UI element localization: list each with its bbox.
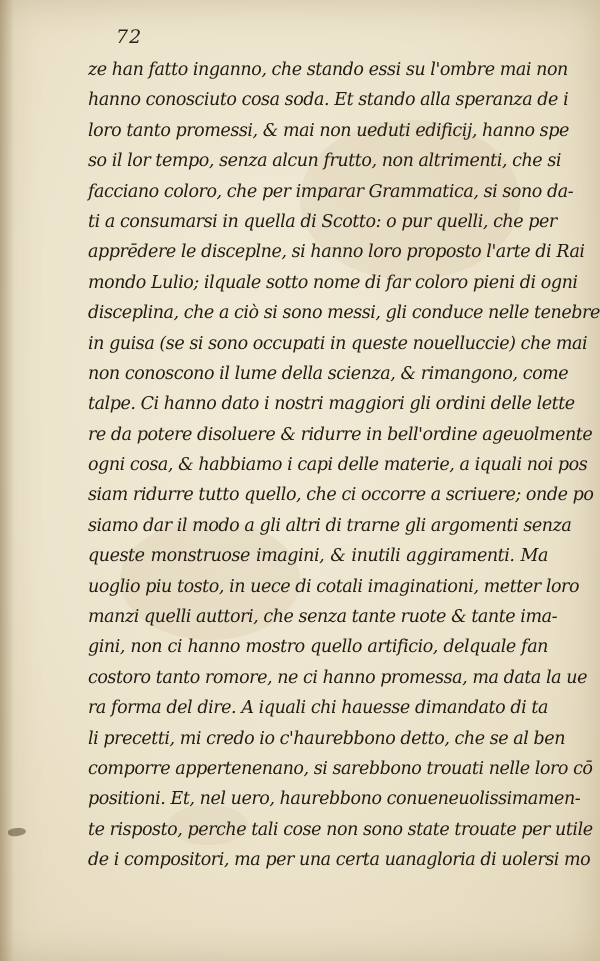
ink-spot	[8, 827, 27, 837]
text-line: siam ridurre tutto quello, che ci occorre a scriuere; onde po	[88, 485, 594, 506]
text-line: non conoscono il lume della scienza, & rimangono, come	[88, 363, 569, 384]
text-line: apprēdere le disceplne, si hanno loro proposto l'arte di Rai	[88, 242, 585, 263]
text-line: manzi quelli auttori, che senza tante ruote & tante ima-	[88, 607, 558, 628]
page-number: 72	[116, 26, 143, 48]
text-line: te risposto, perche tali cose non sono state trouate per utile	[88, 819, 593, 840]
text-line: mondo Lulio; ilquale sotto nome di far coloro pieni di ogni	[88, 272, 578, 293]
text-line: re da potere disoluere & ridurre in bell'ordine ageuolmente	[88, 424, 593, 445]
text-line: de i compositori, ma per una certa uanagloria di uolersi mo	[88, 850, 591, 871]
text-line: talpe. Ci hanno dato i nostri maggiori gli ordini delle lette	[88, 394, 575, 415]
text-line: disceplina, che a ciò si sono messi, gli conduce nelle tenebre	[88, 303, 600, 324]
page-gutter-shadow	[0, 0, 14, 961]
text-line: uoglio piu tosto, in uece di cotali imaginationi, metter loro	[88, 576, 580, 597]
text-line: positioni. Et, nel uero, haurebbono conueneuolissimamen-	[88, 789, 581, 810]
text-line: li precetti, mi credo io c'haurebbono detto, che se al ben	[88, 728, 566, 749]
text-line: queste monstruose imagini, & inutili aggiramenti. Ma	[88, 546, 548, 567]
text-line: costoro tanto romore, ne ci hanno promessa, ma data la ue	[88, 667, 587, 688]
text-line: gini, non ci hanno mostro quello artificio, delquale fan	[88, 637, 548, 658]
text-line: facciano coloro, che per imparar Grammatica, si sono da-	[88, 181, 574, 202]
text-line: so il lor tempo, senza alcun frutto, non altrimenti, che si	[88, 151, 562, 172]
text-line: comporre appertenenano, si sarebbono trouati nelle loro cō	[88, 758, 593, 779]
body-text	[88, 55, 600, 876]
text-line: siamo dar il modo a gli altri di trarne gli argomenti senza	[88, 515, 572, 536]
text-line: ra forma del dire. A iquali chi hauesse dimandato di ta	[88, 698, 548, 719]
text-line: ze han fatto inganno, che stando essi su l'ombre mai non	[88, 60, 568, 80]
text-line: ogni cosa, & habbiamo i capi delle materie, a iquali noi pos	[88, 455, 588, 476]
text-line: loro tanto promessi, & mai non ueduti edificij, hanno spe	[88, 120, 569, 141]
text-line: ti a consumarsi in quella di Scotto: o pur quelli, che per	[88, 211, 557, 232]
text-line: hanno conosciuto cosa soda. Et stando alla speranza de i	[88, 90, 569, 111]
text-line: in guisa (se si sono occupati in queste nouelluccie) che mai	[88, 333, 588, 354]
